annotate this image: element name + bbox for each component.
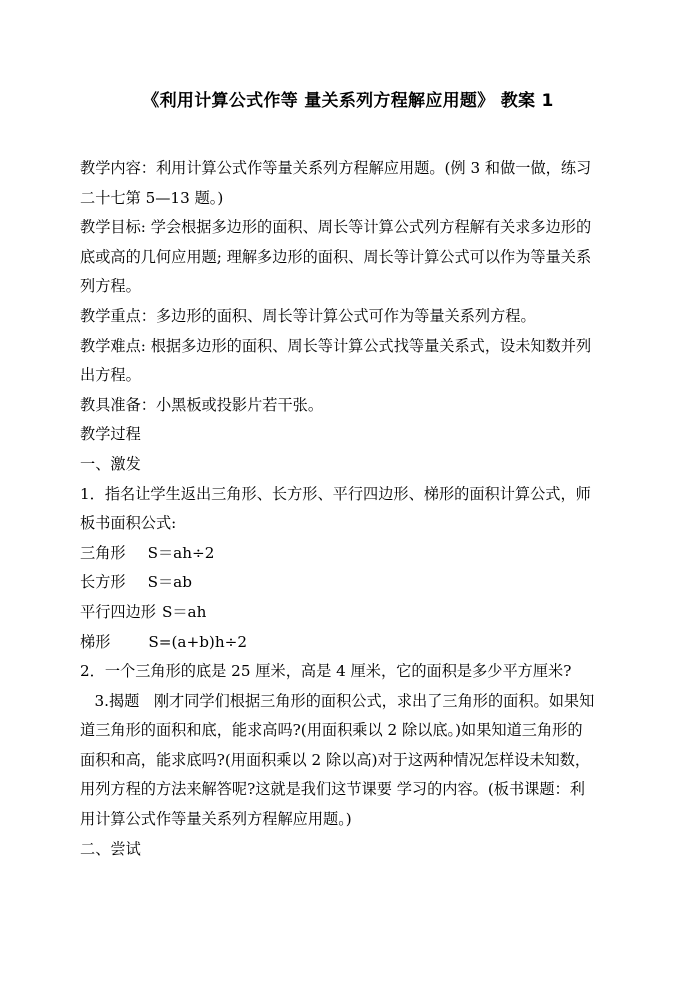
formula-expression: S＝ah xyxy=(161,602,207,621)
text-line: 教学内容：利用计算公式作等量关系列方程解应用题。(例 3 和做一做，练习 xyxy=(80,159,592,177)
formula-shape: 长方形 xyxy=(80,573,126,592)
text-line: 教学重点：多边形的面积、周长等计算公式可作为等量关系列方程。 xyxy=(80,306,536,325)
text-line: 板书面积公式: xyxy=(80,514,177,533)
text-line: 用列方程的方法来解答呢?这就是我们这节课要 学习的内容。(板书课题：利 xyxy=(80,780,585,799)
formula-expression: S＝ab xyxy=(147,573,192,592)
text-line: 出方程。 xyxy=(80,366,141,385)
text-line: 面积和高，能求底吗?(用面积乘以 2 除以高)对于这两种情况怎样设未知数， xyxy=(80,750,591,769)
text-line: 教具准备：小黑板或投影片若干张。 xyxy=(80,395,323,414)
formula-shape: 平行四边形 xyxy=(80,602,156,621)
text-line: 教学目标: 学会根据多边形的面积、周长等计算公式列方程解有关求多边形的 xyxy=(80,218,592,237)
formula-shape: 三角形 xyxy=(80,543,126,562)
text-line: 底或高的几何应用题; 理解多边形的面积、周长等计算公式可以作为等量关系 xyxy=(80,247,592,266)
formula-line-triangle xyxy=(80,539,620,569)
text-line: 列方程。 xyxy=(80,277,141,296)
formula-shape: 梯形 xyxy=(80,632,111,651)
section-heading: 二、尝试 xyxy=(80,839,141,858)
text-line: 3.揭题 刚才同学们根据三角形的面积公式，求出了三角形的面积。如果知 xyxy=(80,691,595,710)
formula-expression: S＝ah÷2 xyxy=(147,543,215,562)
text-line: 教学过程 xyxy=(80,425,141,444)
document-body xyxy=(80,154,620,864)
formula-line-parallelogram xyxy=(80,598,620,628)
text-line: 1．指名让学生返出三角形、长方形、平行四边形、梯形的面积计算公式，师 xyxy=(80,484,591,503)
text-line: 道三角形的面积和底，能求高吗?(用面积乘以 2 除以底。)如果知道三角形的 xyxy=(80,721,583,740)
text-line: 二十七第 5—13 题。) xyxy=(80,188,224,207)
text-line: 教学难点: 根据多边形的面积、周长等计算公式找等量关系式，设未知数并列 xyxy=(80,336,592,355)
document-title: 《利用计算公式作等 量关系列方程解应用题》 教案 1 xyxy=(142,91,554,111)
text-line: 2．一个三角形的底是 25 厘米，高是 4 厘米，它的面积是多少平方厘米? xyxy=(80,662,572,681)
formula-line-rectangle xyxy=(80,568,620,598)
formula-line-trapezoid xyxy=(80,628,620,658)
text-line: 用计算公式作等量关系列方程解应用题。) xyxy=(80,810,352,829)
text-line: 一、激发 xyxy=(80,454,141,473)
formula-expression: S=(a+b)h÷2 xyxy=(148,632,248,651)
